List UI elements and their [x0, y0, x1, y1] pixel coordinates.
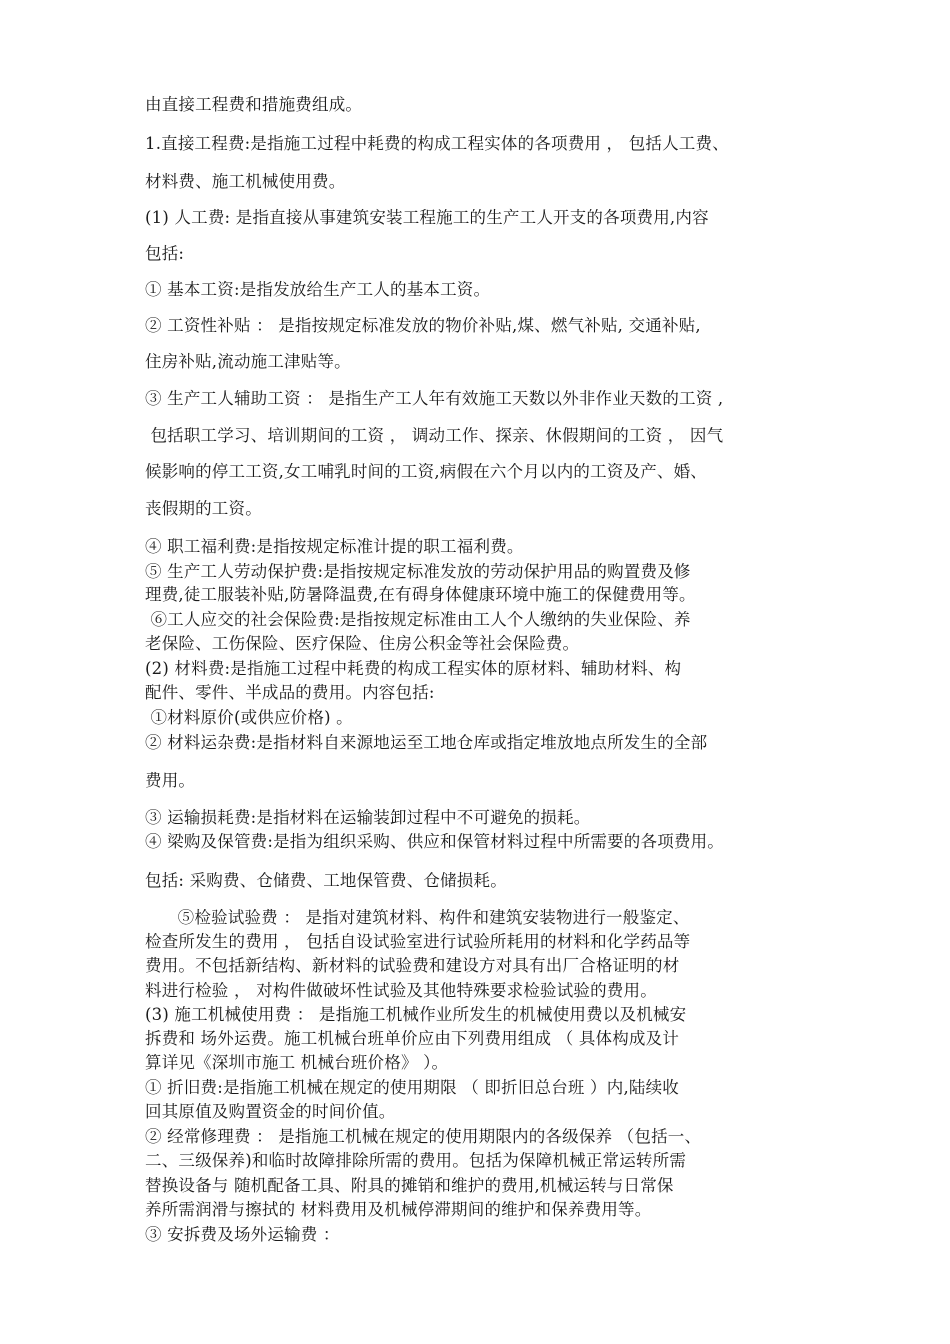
text-line: 由直接工程费和措施费组成。 [145, 95, 363, 114]
text-line: 算详见《深圳市施工 机械台班价格》 ）。 [145, 1053, 449, 1072]
text-line: 养所需润滑与擦拭的 材料费用及机械停滞期间的维护和保养费用等。 [145, 1200, 652, 1219]
text-line: 包括: [145, 244, 185, 263]
text-line: (2) 材料费:是指施工过程中耗费的构成工程实体的原材料、辅助材料、构 [145, 659, 682, 678]
text-line: ①材料原价(或供应价格) 。 [145, 708, 353, 727]
text-line: 回其原值及购置资金的时间价值。 [145, 1102, 396, 1121]
text-line: ⑤ 生产工人劳动保护费:是指按规定标准发放的劳动保护用品的购置费及修 [145, 562, 691, 581]
text-line: ③ 运输损耗费:是指材料在运输装卸过程中不可避免的损耗。 [145, 808, 591, 827]
text-line: ② 经常修理费 ： 是指施工机械在规定的使用期限内的各级保养 （包括一、 [145, 1127, 702, 1146]
text-line: 费用。 [145, 771, 196, 790]
text-line: (3) 施工机械使用费 ： 是指施工机械作业所发生的机械使用费以及机械安 [145, 1005, 687, 1024]
text-line: 二、三级保养)和临时故障排除所需的费用。包括为保障机械正常运转所需 [145, 1151, 687, 1170]
text-line: ③ 安拆费及场外运输费 ： [145, 1225, 340, 1244]
text-line: 替换设备与 随机配备工具、附具的摊销和维护的费用,机械运转与日常保 [145, 1176, 674, 1195]
text-line: ② 材料运杂费:是指材料自来源地运至工地仓库或指定堆放地点所发生的全部 [145, 733, 708, 752]
text-line: 材料费、施工机械使用费。 [145, 172, 346, 191]
text-line: 候影响的停工工资,女工哺乳时间的工资,病假在六个月以内的工资及产、婚、 [145, 462, 707, 481]
text-line: 包括: 采购费、仓储费、工地保管费、仓储损耗。 [145, 871, 507, 890]
text-line: ④ 梁购及保管费:是指为组织采购、供应和保管材料过程中所需要的各项费用。 [145, 832, 725, 851]
text-line: 配件、零件、半成品的费用。内容包括: [145, 683, 435, 702]
text-line: ② 工资性补贴 ： 是指按规定标准发放的物价补贴,煤、燃气补贴, 交通补贴, [145, 316, 701, 335]
text-line: ③ 生产工人辅助工资 ： 是指生产工人年有效施工天数以外非作业天数的工资 , [145, 389, 724, 408]
text-line: ⑤检验试验费 ： 是指对建筑材料、构件和建筑安装物进行一般鉴定、 [145, 908, 690, 927]
text-line: ⑥工人应交的社会保险费:是指按规定标准由工人个人缴纳的失业保险、养 [145, 610, 691, 629]
text-line: 费用。不包括新结构、新材料的试验费和建设方对具有出厂合格证明的材 [145, 956, 680, 975]
text-line: 包括职工学习、培训期间的工资 ， 调动工作、探亲、休假期间的工资 ， 因气 [145, 426, 724, 445]
text-line: 理费,徒工服装补贴,防暑降温费,在有碍身体健康环境中施工的保健费用等。 [145, 585, 696, 604]
text-line: ④ 职工福利费:是指按规定标准计提的职工福利费。 [145, 537, 524, 556]
text-line: (1) 人工费: 是指直接从事建筑安装工程施工的生产工人开支的各项费用,内容 [145, 208, 709, 227]
text-line: 检查所发生的费用 ， 包括自设试验室进行试验所耗用的材料和化学药品等 [145, 932, 691, 951]
text-line: ① 折旧费:是指施工机械在规定的使用期限 （ 即折旧总台班 ）内,陆续收 [145, 1078, 679, 1097]
text-line: ① 基本工资:是指发放给生产工人的基本工资。 [145, 280, 491, 299]
text-line: 住房补贴,流动施工津贴等。 [145, 352, 351, 371]
text-line: 丧假期的工资。 [145, 499, 262, 518]
text-line: 老保险、工伤保险、医疗保险、住房公积金等社会保险费。 [145, 634, 580, 653]
text-line: 料进行检验 ， 对构件做破坏性试验及其他特殊要求检验试验的费用。 [145, 981, 657, 1000]
text-line: 1.直接工程费:是指施工过程中耗费的构成工程实体的各项费用 ， 包括人工费、 [145, 134, 729, 153]
text-line: 拆费和 场外运费。施工机械台班单价应由下列费用组成 （ 具体构成及计 [145, 1029, 680, 1048]
